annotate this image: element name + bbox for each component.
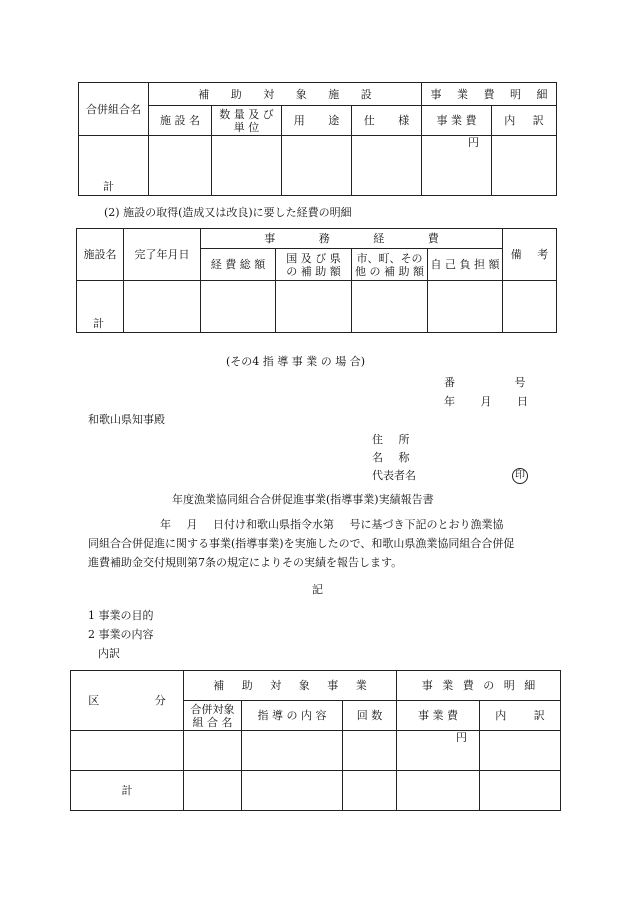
header-org-line2: 組 合 名 — [192, 715, 233, 729]
header-pref-line2: の 補 助 額 — [286, 264, 341, 278]
rep-name-label: 代表者名 — [372, 469, 416, 482]
facility-table — [78, 82, 557, 196]
item-content: 2 事業の内容 — [88, 628, 154, 641]
header-use: 用 途 — [282, 106, 352, 136]
header-times: 回 数 — [343, 701, 397, 731]
data-cell — [343, 771, 397, 811]
data-cell — [343, 731, 397, 771]
data-cell — [492, 136, 557, 196]
data-cell — [242, 731, 343, 771]
header-facility-name: 施設名 — [77, 229, 124, 281]
header-guidance-content: 指 導 の 内 容 — [242, 701, 343, 731]
header-muni-line1: 市、町、その — [356, 251, 423, 265]
header-org-name: 合併組合名 — [79, 83, 149, 136]
guidance-table — [70, 670, 561, 811]
data-cell — [282, 136, 352, 196]
header-pref-line1: 国 及 び 県 — [286, 251, 341, 265]
total-cell: 計 — [71, 771, 184, 811]
header-cost-detail: 事 業 費 の 明 細 — [397, 671, 561, 701]
header-remarks: 備 考 — [503, 229, 557, 281]
header-breakdown: 内 訳 — [480, 701, 561, 731]
data-cell — [242, 771, 343, 811]
header-division: 区 分 — [71, 671, 184, 731]
header-pref-subsidy — [276, 249, 352, 281]
header-total-expense: 経 費 総 額 — [201, 249, 276, 281]
data-cell — [480, 731, 561, 771]
data-cell — [184, 731, 242, 771]
data-cell — [480, 771, 561, 811]
data-cell — [503, 281, 557, 333]
data-cell — [149, 136, 212, 196]
header-subsidy-project: 補 助 対 象 事 業 — [184, 671, 397, 701]
report-title: 年度漁業協同組合合併促進事業(指導事業)実績報告書 — [172, 493, 434, 506]
data-cell — [428, 281, 503, 333]
header-facility-name: 施 設 名 — [149, 106, 212, 136]
data-cell — [352, 281, 428, 333]
header-cost: 事 業 費 — [422, 106, 492, 136]
header-self-burden: 自 己 負 担 額 — [428, 249, 503, 281]
ki-mark: 記 — [312, 583, 323, 596]
data-cell — [71, 731, 184, 771]
expense-table — [76, 228, 557, 333]
body-line-1: 年 月 日付け和歌山県指令水第 号に基づき下記のとおり漁業協 — [160, 518, 504, 531]
header-completion-date: 完了年月日 — [124, 229, 201, 281]
data-cell — [276, 281, 352, 333]
header-cost: 事 業 費 — [397, 701, 480, 731]
data-cell — [184, 771, 242, 811]
header-quantity-unit: 数 量 及 び 単 位 — [212, 106, 282, 136]
data-cell — [397, 771, 480, 811]
number-label: 番 号 — [444, 376, 526, 389]
data-cell — [201, 281, 276, 333]
header-spec: 仕 様 — [352, 106, 422, 136]
header-muni-line2: 他 の 補 助 額 — [355, 264, 424, 278]
header-subsidy-facility: 補 助 対 象 施 設 — [149, 83, 422, 106]
data-cell — [124, 281, 201, 333]
address-label: 住 所 — [372, 433, 410, 446]
header-office-expense: 事 務 経 費 — [201, 229, 503, 249]
yen-unit: 円 — [422, 136, 492, 196]
header-cost-detail: 事 業 費 明 細 — [422, 83, 557, 106]
form-heading: (その4 指 導 事 業 の 場 合) — [226, 355, 366, 368]
header-muni-subsidy — [352, 249, 428, 281]
date-label: 年 月 日 — [444, 395, 528, 408]
addressee: 和歌山県知事殿 — [88, 413, 165, 426]
section-2-title: (2) 施設の取得(造成又は改良)に要した経費の明細 — [104, 206, 352, 219]
header-org-line1: 合併対象 — [190, 702, 235, 716]
header-breakdown: 内 訳 — [492, 106, 557, 136]
body-line-2: 同組合合併促進に関する事業(指導事業)を実施したので、和歌山県漁業協同組合合併促 — [88, 537, 515, 550]
header-target-org — [184, 701, 242, 731]
body-line-3: 進費補助金交付規則第7条の規定によりその実績を報告します。 — [88, 556, 403, 569]
breakdown-label: 内訳 — [98, 647, 120, 660]
name-label: 名 称 — [372, 451, 410, 464]
seal-icon: 印 — [512, 468, 528, 484]
item-purpose: 1 事業の目的 — [88, 609, 154, 622]
yen-unit: 円 — [397, 731, 480, 771]
total-cell: 計 — [79, 136, 149, 196]
data-cell — [352, 136, 422, 196]
total-cell: 計 — [77, 281, 124, 333]
data-cell — [212, 136, 282, 196]
